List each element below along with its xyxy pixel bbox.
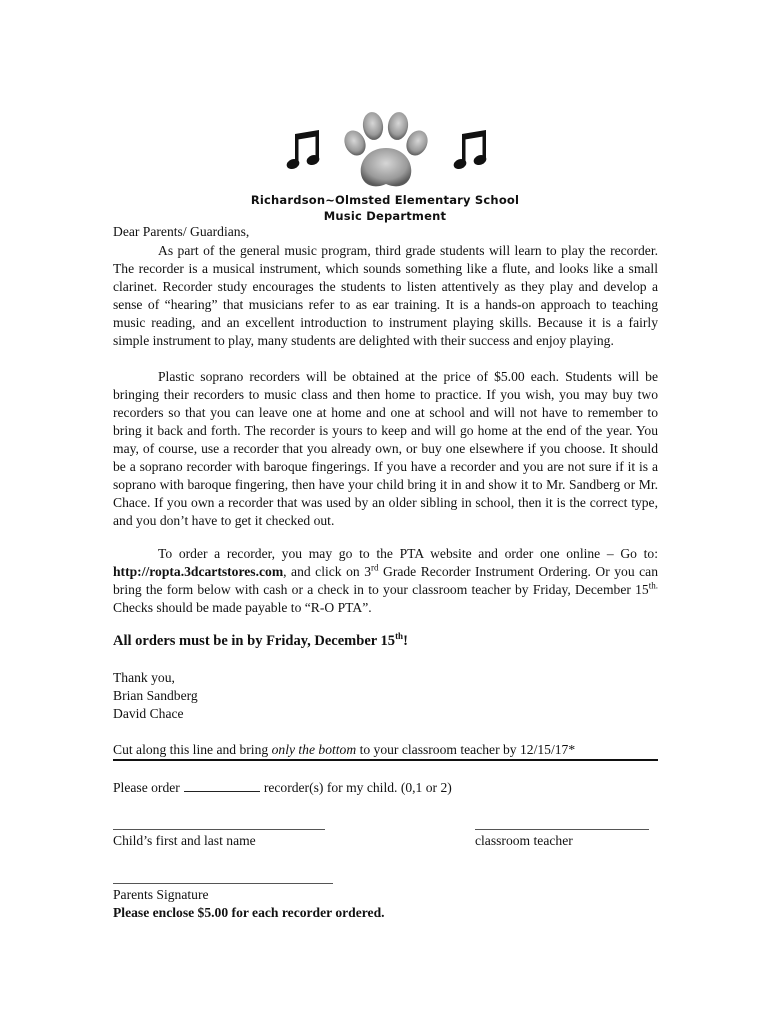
ordering-text-1: To order a recorder, you may go to the PTA website and order one online – Go to: [158, 546, 658, 561]
salutation: Dear Parents/ Guardians, [113, 224, 250, 239]
paragraph-intro-text: As part of the general music program, third grade students will learn to play the recorder. The recorder is a musical instrument, which sounds something like a flute, and looks like a small clarinet. Recorder study encourages the students to listen attentively as they play and develop a sense of “hearing” that musicians refer to as ear training. It is a hands-on approach to teaching music reading, and an excellent introduction to instrument playing skills. Because it is a fairly simple instrument to play, many students are delighted with their success and enjoy playing. [113, 243, 658, 348]
child-name-field[interactable] [113, 829, 325, 830]
cut-instructions [113, 742, 575, 758]
cut-line [113, 759, 658, 761]
closing-line: Thank you, [113, 670, 175, 685]
ordinal-suffix: rd [371, 562, 379, 573]
department-name: Music Department [323, 209, 447, 223]
pta-website-url: http://ropta.3dcartstores.com [113, 564, 284, 579]
paragraph-ordering [113, 545, 658, 617]
classroom-teacher-label: classroom teacher [475, 833, 573, 848]
parent-signature-field[interactable] [113, 883, 333, 884]
music-note-icon [286, 128, 322, 172]
payment-note: Please enclose $5.00 for each recorder ordered. [113, 905, 385, 920]
signature-block [113, 669, 198, 723]
cut-text: to your classroom teacher by 12/15/17* [356, 742, 576, 757]
ordering-text-3: Grade Recorder Instrument Ordering. Or you can bring the form below with cash or a check in to your classroom teacher by Friday, December 15 [113, 564, 658, 597]
signer-name: David Chace [113, 706, 184, 721]
ordering-text-2: , and click on 3 [283, 564, 371, 579]
deadline-text: All orders must be in by Friday, December 15 [113, 633, 396, 649]
paw-print-logo [337, 110, 435, 192]
paragraph-pricing [113, 368, 658, 530]
ordinal-suffix: th. [648, 580, 658, 591]
cut-text: Cut along this line and bring [113, 742, 272, 757]
quantity-blank-field[interactable] [184, 780, 260, 792]
order-quantity-line [113, 780, 452, 796]
classroom-teacher-field[interactable] [475, 829, 649, 830]
order-deadline [113, 633, 408, 650]
deadline-end: ! [403, 633, 408, 649]
school-name: Richardson~Olmsted Elementary School [250, 193, 520, 207]
parent-signature-label: Parents Signature [113, 887, 209, 902]
child-name-label: Child’s first and last name [113, 833, 256, 848]
cut-text-emphasis: only the bottom [271, 742, 357, 757]
music-note-icon [453, 128, 489, 172]
order-suffix: recorder(s) for my child. (0,1 or 2) [263, 780, 452, 795]
ordinal-suffix: th [395, 631, 404, 642]
ordering-text-4: Checks should be made payable to “R-O PTA”. [113, 600, 372, 615]
order-prefix: Please order [113, 780, 180, 795]
paragraph-pricing-text: Plastic soprano recorders will be obtained at the price of $5.00 each. Students will be bringing their recorders to music class and then home to practice. If you wish, you may buy two recorders so that you can leave one at home and one at school and will not have to remember to bring it back and forth. The recorder is yours to keep and will go home at the end of the year. You may, of course, use a recorder that you already own, or buy one elsewhere if you choose. It should be a soprano recorder with baroque fingerings. If you have a recorder and you are not sure if it is a soprano with baroque fingering, then have your child bring it in and show it to Mr. Sandberg or Mr. Chace. If you own a recorder that was used by an older sibling in school, then it is the correct type, and you don’t have to get it checked out. [113, 369, 658, 528]
paragraph-intro [113, 242, 658, 350]
signer-name: Brian Sandberg [113, 688, 198, 703]
